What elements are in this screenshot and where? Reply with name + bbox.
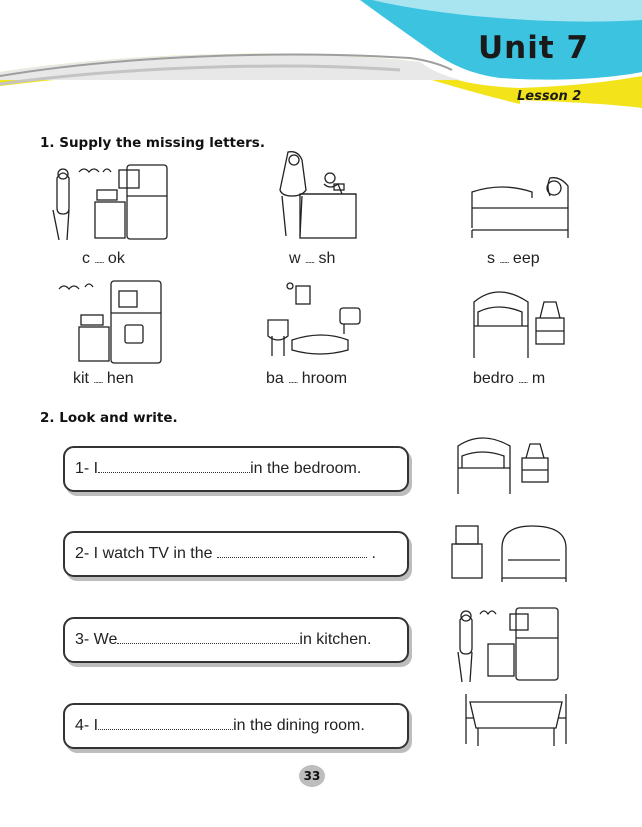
missing-letter-word-6: bedro ...... m (473, 370, 546, 387)
lesson-label: Lesson 2 (517, 89, 582, 104)
write-line-2[interactable] (217, 544, 367, 558)
section2-instruction: 2. Look and write. (40, 410, 178, 426)
missing-letter-word-3: s ...... eep (487, 250, 540, 267)
woman-washing-dishes-picture (268, 148, 368, 240)
answer-box-4[interactable]: 4- I in the dining room. (63, 703, 409, 749)
write-line-4[interactable] (98, 716, 233, 730)
child-sleeping-picture (468, 168, 572, 240)
woman-cooking-picture (45, 160, 175, 242)
answer-box-3[interactable]: 3- We in kitchen. (63, 617, 409, 663)
kitchen-picture (55, 277, 167, 365)
dining-table-picture (460, 690, 572, 750)
missing-letter-word-5: ba ...... hroom (266, 370, 348, 387)
bathroom-picture (262, 278, 362, 364)
answer-box-1[interactable]: 1- I in the bedroom. (63, 446, 409, 492)
write-line-3[interactable] (117, 630, 299, 644)
bedroom-picture-2 (452, 428, 558, 498)
bedroom-picture (468, 280, 572, 362)
answer-box-2[interactable]: 2- I watch TV in the . (63, 531, 409, 577)
unit-title: Unit 7 (478, 30, 590, 66)
missing-letter-word-4: kit ...... hen (73, 370, 134, 387)
tv-and-armchair-picture (446, 520, 572, 582)
kitchen-cooking-picture (452, 604, 564, 686)
missing-letter-word-1: c ...... ok (82, 250, 125, 267)
section1-instruction: 1. Supply the missing letters. (40, 135, 265, 151)
missing-letter-word-2: w ...... sh (289, 250, 336, 267)
write-line-1[interactable] (98, 459, 250, 473)
page-number: 33 (299, 765, 325, 787)
